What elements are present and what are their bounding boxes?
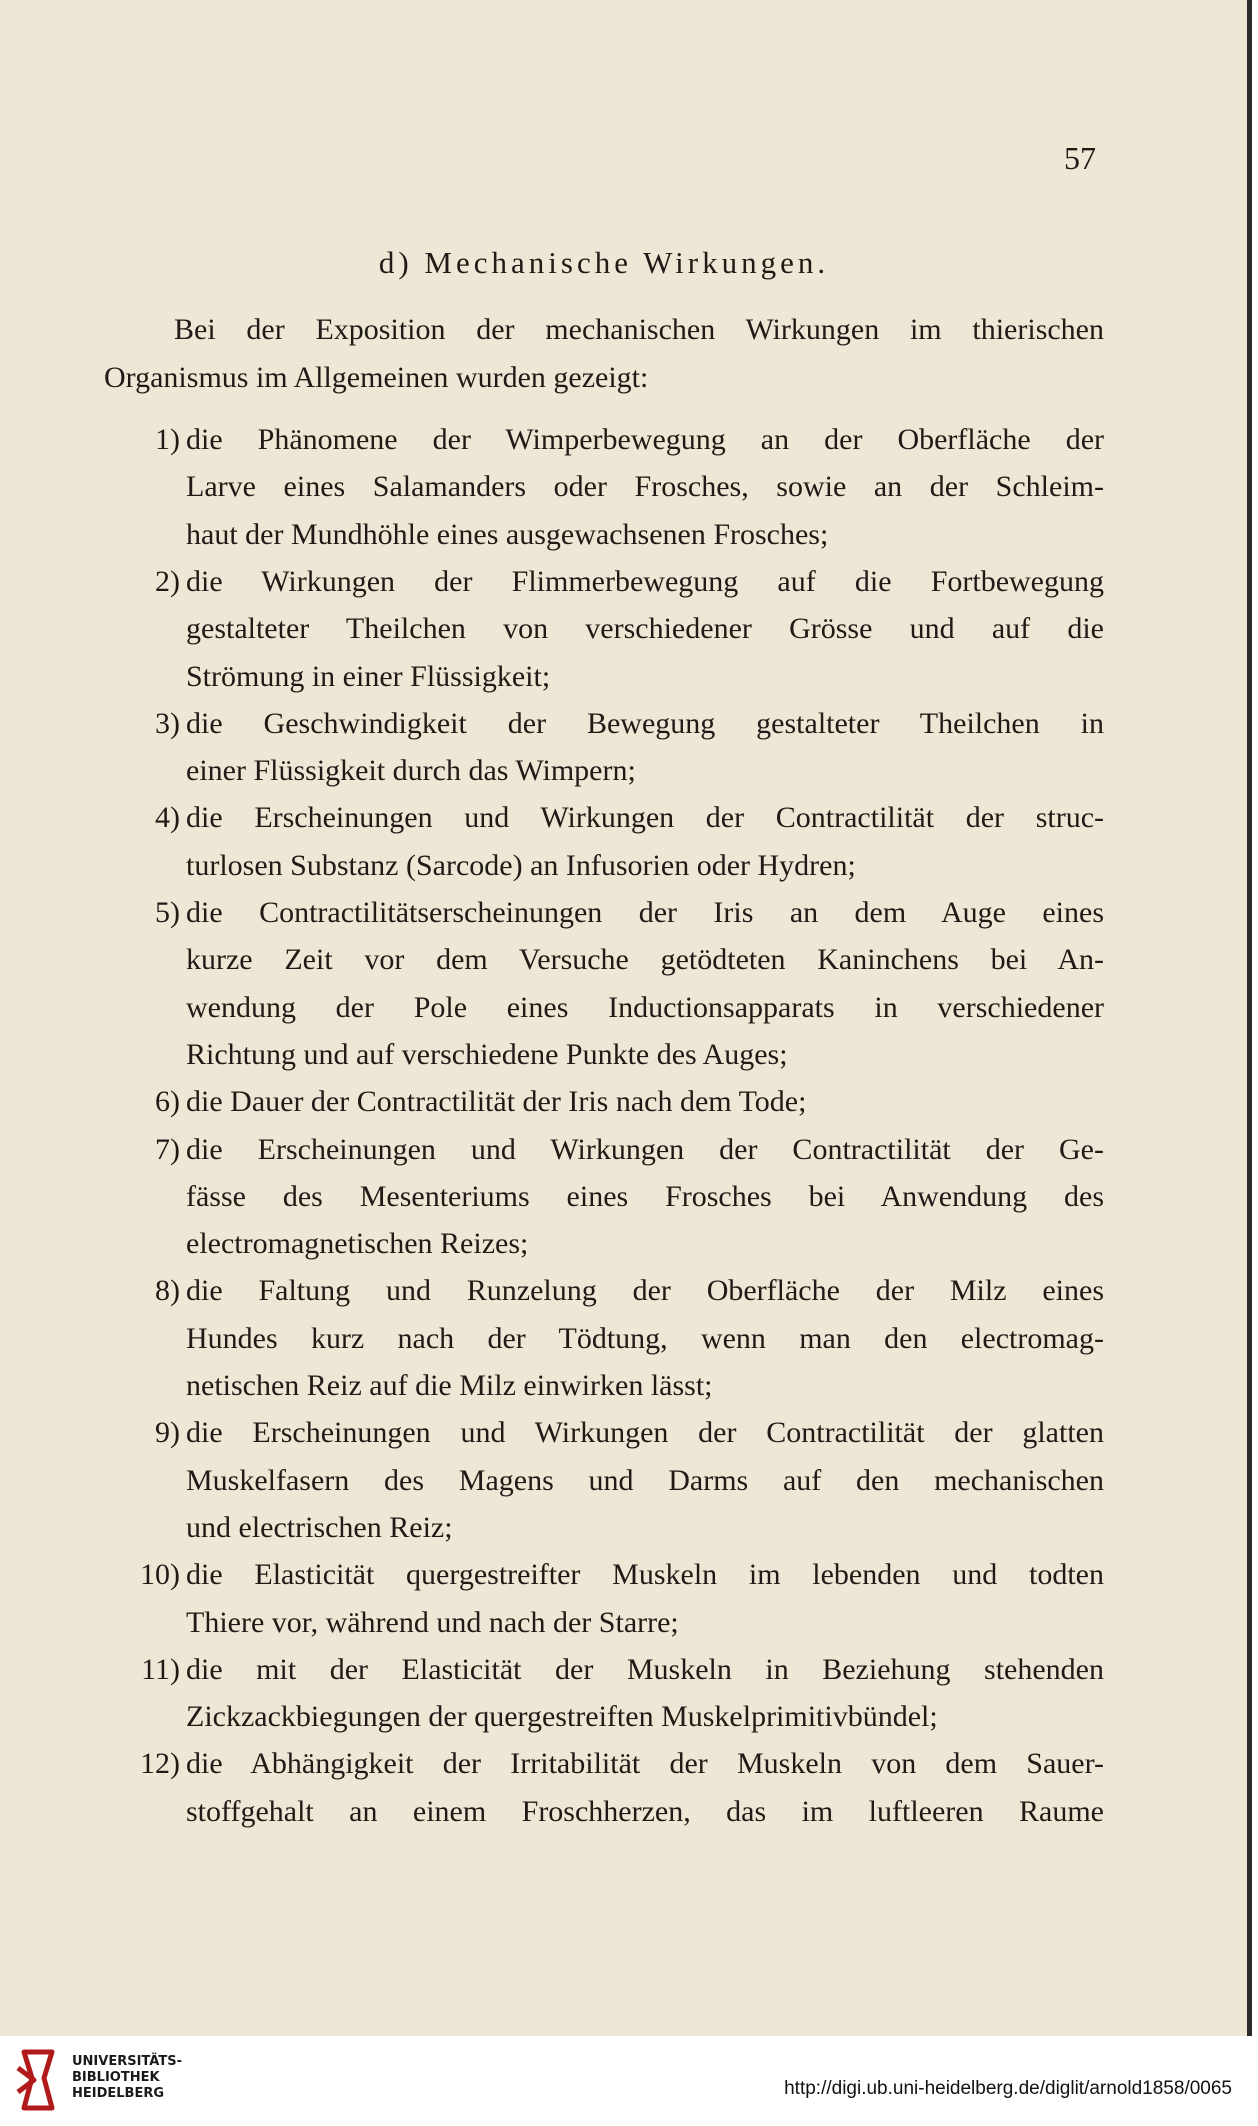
item-number: 7) [155,1132,180,1166]
item-line: Thiere vor, während und nach der Starre; [186,1605,679,1639]
item-line: gestalteter Theilchen von verschiedener Grösse und auf die [186,612,1104,646]
item-line: die mit der Elasticität der Muskeln in Beziehung stehenden [186,1652,1104,1686]
item-line: und electrischen Reiz; [186,1510,453,1544]
item-line: electromagnetischen Reizes; [186,1227,529,1261]
item-line: die Wirkungen der Flimmerbewegung auf die Fortbewegung [186,564,1104,598]
item-line: die Elasticität quergestreifter Muskeln im lebenden und todten [186,1558,1104,1592]
item-number: 11) [141,1652,180,1686]
item-line: Zickzackbiegungen der quergestreiften Muskelprimitivbündel; [186,1700,938,1734]
item-line: kurze Zeit vor dem Versuche getödteten Kaninchens bei An- [186,943,1104,977]
source-url-link[interactable]: http://digi.ub.uni-heidelberg.de/diglit/arnold1858/0065 [784,2078,1232,2099]
item-number: 9) [155,1416,180,1450]
item-number: 10) [140,1558,180,1592]
item-line: turlosen Substanz (Sarcode) an Infusorien oder Hydren; [186,848,856,882]
item-line: die Abhängigkeit der Irritabilität der Muskeln von dem Sauer- [186,1747,1104,1781]
item-line: die Erscheinungen und Wirkungen der Contractilität der struc- [186,801,1104,835]
item-number: 8) [155,1274,180,1308]
item-number: 5) [155,896,180,929]
item-number: 1) [155,423,180,456]
intro-line: Bei der Exposition der mechanischen Wirkungen im thierischen [174,313,1104,346]
page-number: 57 [1064,140,1096,176]
library-name-line: HEIDELBERG [72,2086,165,2101]
item-number: 3) [155,706,180,740]
library-logo-icon [14,2048,62,2112]
item-number: 6) [155,1085,180,1119]
item-line: die Geschwindigkeit der Bewegung gestalteter Theilchen in [186,706,1104,740]
item-line: netischen Reiz auf die Milz einwirken lässt; [186,1369,713,1402]
item-line: die Dauer der Contractilität der Iris nach dem Tode; [186,1085,807,1119]
item-line: die Phänomene der Wimperbewegung an der Oberfläche der [186,423,1104,456]
item-line: die Erscheinungen und Wirkungen der Contractilität der glatten [186,1416,1104,1450]
item-line: wendung der Pole eines Inductionsapparats in verschiedener [186,990,1104,1024]
item-line: Larve eines Salamanders oder Frosches, sowie an der Schleim- [186,470,1104,504]
item-line: die Faltung und Runzelung der Oberfläche der Milz eines [186,1274,1104,1308]
item-line: haut der Mundhöhle eines ausgewachsenen Frosches; [186,517,829,551]
item-line: stoffgehalt an einem Froschherzen, das im luftleeren Raume [186,1794,1104,1828]
item-line: Richtung und auf verschiedene Punkte des Auges; [186,1037,788,1071]
item-line: fässe des Mesenteriums eines Frosches bei Anwendung des [186,1179,1104,1213]
item-line: die Erscheinungen und Wirkungen der Contractilität der Ge- [186,1132,1104,1166]
item-number: 12) [140,1747,180,1781]
item-line: einer Flüssigkeit durch das Wimpern; [186,754,636,788]
item-number: 2) [155,564,180,598]
section-heading: d) Mechanische Wirkungen. [378,245,830,280]
item-line: Strömung in einer Flüssigkeit; [186,659,551,693]
item-line: die Contractilitätserscheinungen der Iris an dem Auge eines [186,896,1104,929]
item-line: Muskelfasern des Magens und Darms auf den mechanischen [186,1463,1104,1497]
item-line: Hundes kurz nach der Tödtung, wenn man den electromag- [186,1321,1104,1355]
intro-line: Organismus im Allgemeinen wurden gezeigt: [104,361,649,394]
library-name-line: BIBLIOTHEK [72,2070,160,2085]
library-name-line: UNIVERSITÄTS- [72,2054,182,2069]
library-name [72,2054,182,2102]
item-number: 4) [155,801,180,835]
